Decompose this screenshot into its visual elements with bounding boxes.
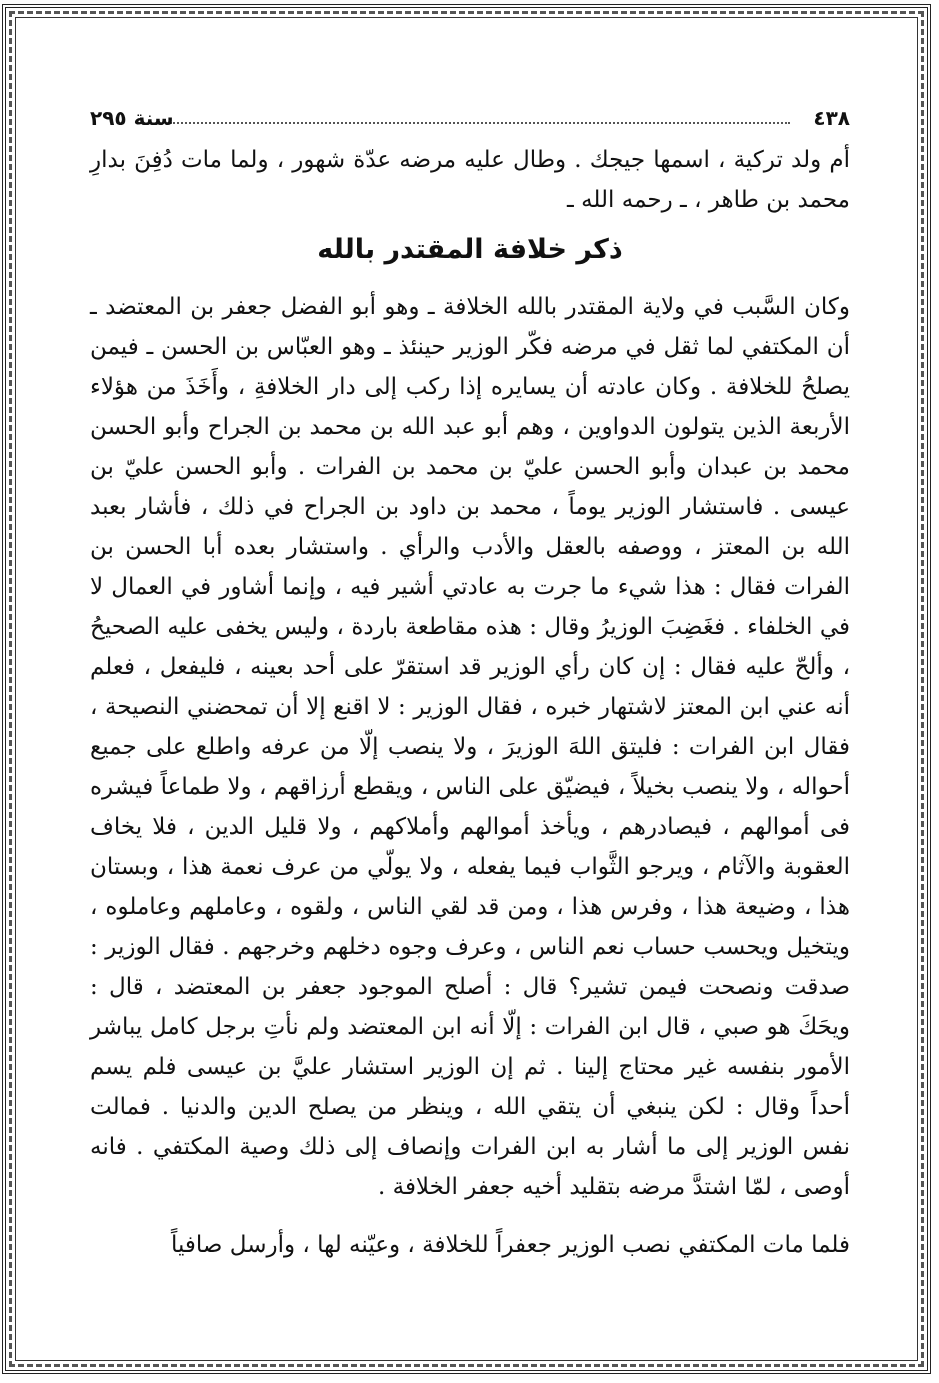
- final-paragraph: فلما مات المكتفي نصب الوزير جعفراً للخلافة ، وعيّنه لها ، وأرسل صافياً: [170, 1232, 850, 1258]
- page-number: ٤٣٨: [813, 106, 850, 130]
- page-header: [90, 100, 850, 140]
- header-dotted-rule: [170, 122, 790, 124]
- intro-paragraph: أم ولد تركية ، اسمها جيجك . وطال عليه مرضه عدّة شهور ، ولما مات دُفِنَ بدارِ محمد بن طاهر ، ـ رحمه الله ـ: [90, 147, 850, 213]
- section-title: ذكر خلافة المقتدر بالله: [317, 234, 623, 265]
- main-paragraph: وكان السَّبب في ولاية المقتدر بالله الخلافة ـ وهو أبو الفضل جعفر بن المعتضد ـ أن المكتفي لما ثقل في مرضه فكّر الوزير حينئذ ـ وهو العبّاس بن الحسن ـ فيمن يصلحُ للخلافة . وكان عادته أن يسايره إذا ركب إلى دار الخلافةِ ، وأَخَذَ من هؤلاء الأربعة الذين يتولون الدواوين ، وهم أبو عبد الله بن محمد بن الجراح وأبو الحسن محمد بن عبدان وأبو الحسن عليّ بن محمد بن الفرات . وأبو الحسن عليّ بن عيسى . فاستشار الوزير يوماً ، محمد بن داود بن الجراح في ذلك ، فأشار بعبد الله بن المعتز ، ووصفه بالعقل والأدب والرأي . واستشار بعده أبا الحسن بن الفرات فقال : هذا شيء ما جرت به عادتي أشير فيه ، وإنما أشاور في العمال لا في الخلفاء . فغَضِبَ الوزيرُ وقال : هذه مقاطعة باردة ، وليس يخفى عليه الصحيحُ ، وألحّ عليه فقال : إن كان رأي الوزير قد استقرّ على أحد بعينه ، فليفعل ، فعلم أنه عني ابن المعتز لاشتهار خبره ، فقال الوزير : لا اقنع إلا أن تمحضني النصيحة ، فقال ابن الفرات : فليتق اللهَ الوزيرَ ، ولا ينصب إلّا من عرفه واطلع على جميع أحواله ، ولا ينصب بخيلاً ، فيضيّق على الناس ، ويقطع أرزاقهم ، ولا طماعاً فيشره فى أموالهم ، فيصادرهم ، ويأخذ أموالهم وأملاكهم ، ولا قليل الدين ، فلا يخاف العقوبة والآثام ، ويرجو الثَّواب فيما يفعله ، ولا يولّي من عرف نعمة هذا ، وبستان هذا ، وضيعة هذا ، وفرس هذا ، ومن قد لقي الناس ، ولقوه ، وعاملهم وعاملوه ، ويتخيل ويحسب حساب نعم الناس ، وعرف وجوه دخلهم وخرجهم . فقال الوزير : صدقت ونصحت فيمن تشير؟ قال : أصلح الموجود جعفر بن المعتضد ، قال : ويحَكَ هو صبي ، قال ابن الفرات : إلّا أنه ابن المعتضد ولم نأتِ برجل كامل يباشر الأمور بنفسه غير محتاج إلينا . ثم إن الوزير استشار عليَّ بن عيسى فلم يسم أحداً وقال : لكن ينبغي أن يتقي الله ، وينظر من يصلح الدين والدنيا . فمالت نفس الوزير إلى ما أشار به ابن الفرات وإنصاف إلى ذلك وصية المكتفي . فانه أوصى ، لمّا اشتدَّ مرضه بتقليد أخيه جعفر الخلافة .: [90, 294, 850, 1200]
- book-page: [90, 100, 850, 1330]
- year-label: سنة ٢٩٥: [90, 106, 174, 130]
